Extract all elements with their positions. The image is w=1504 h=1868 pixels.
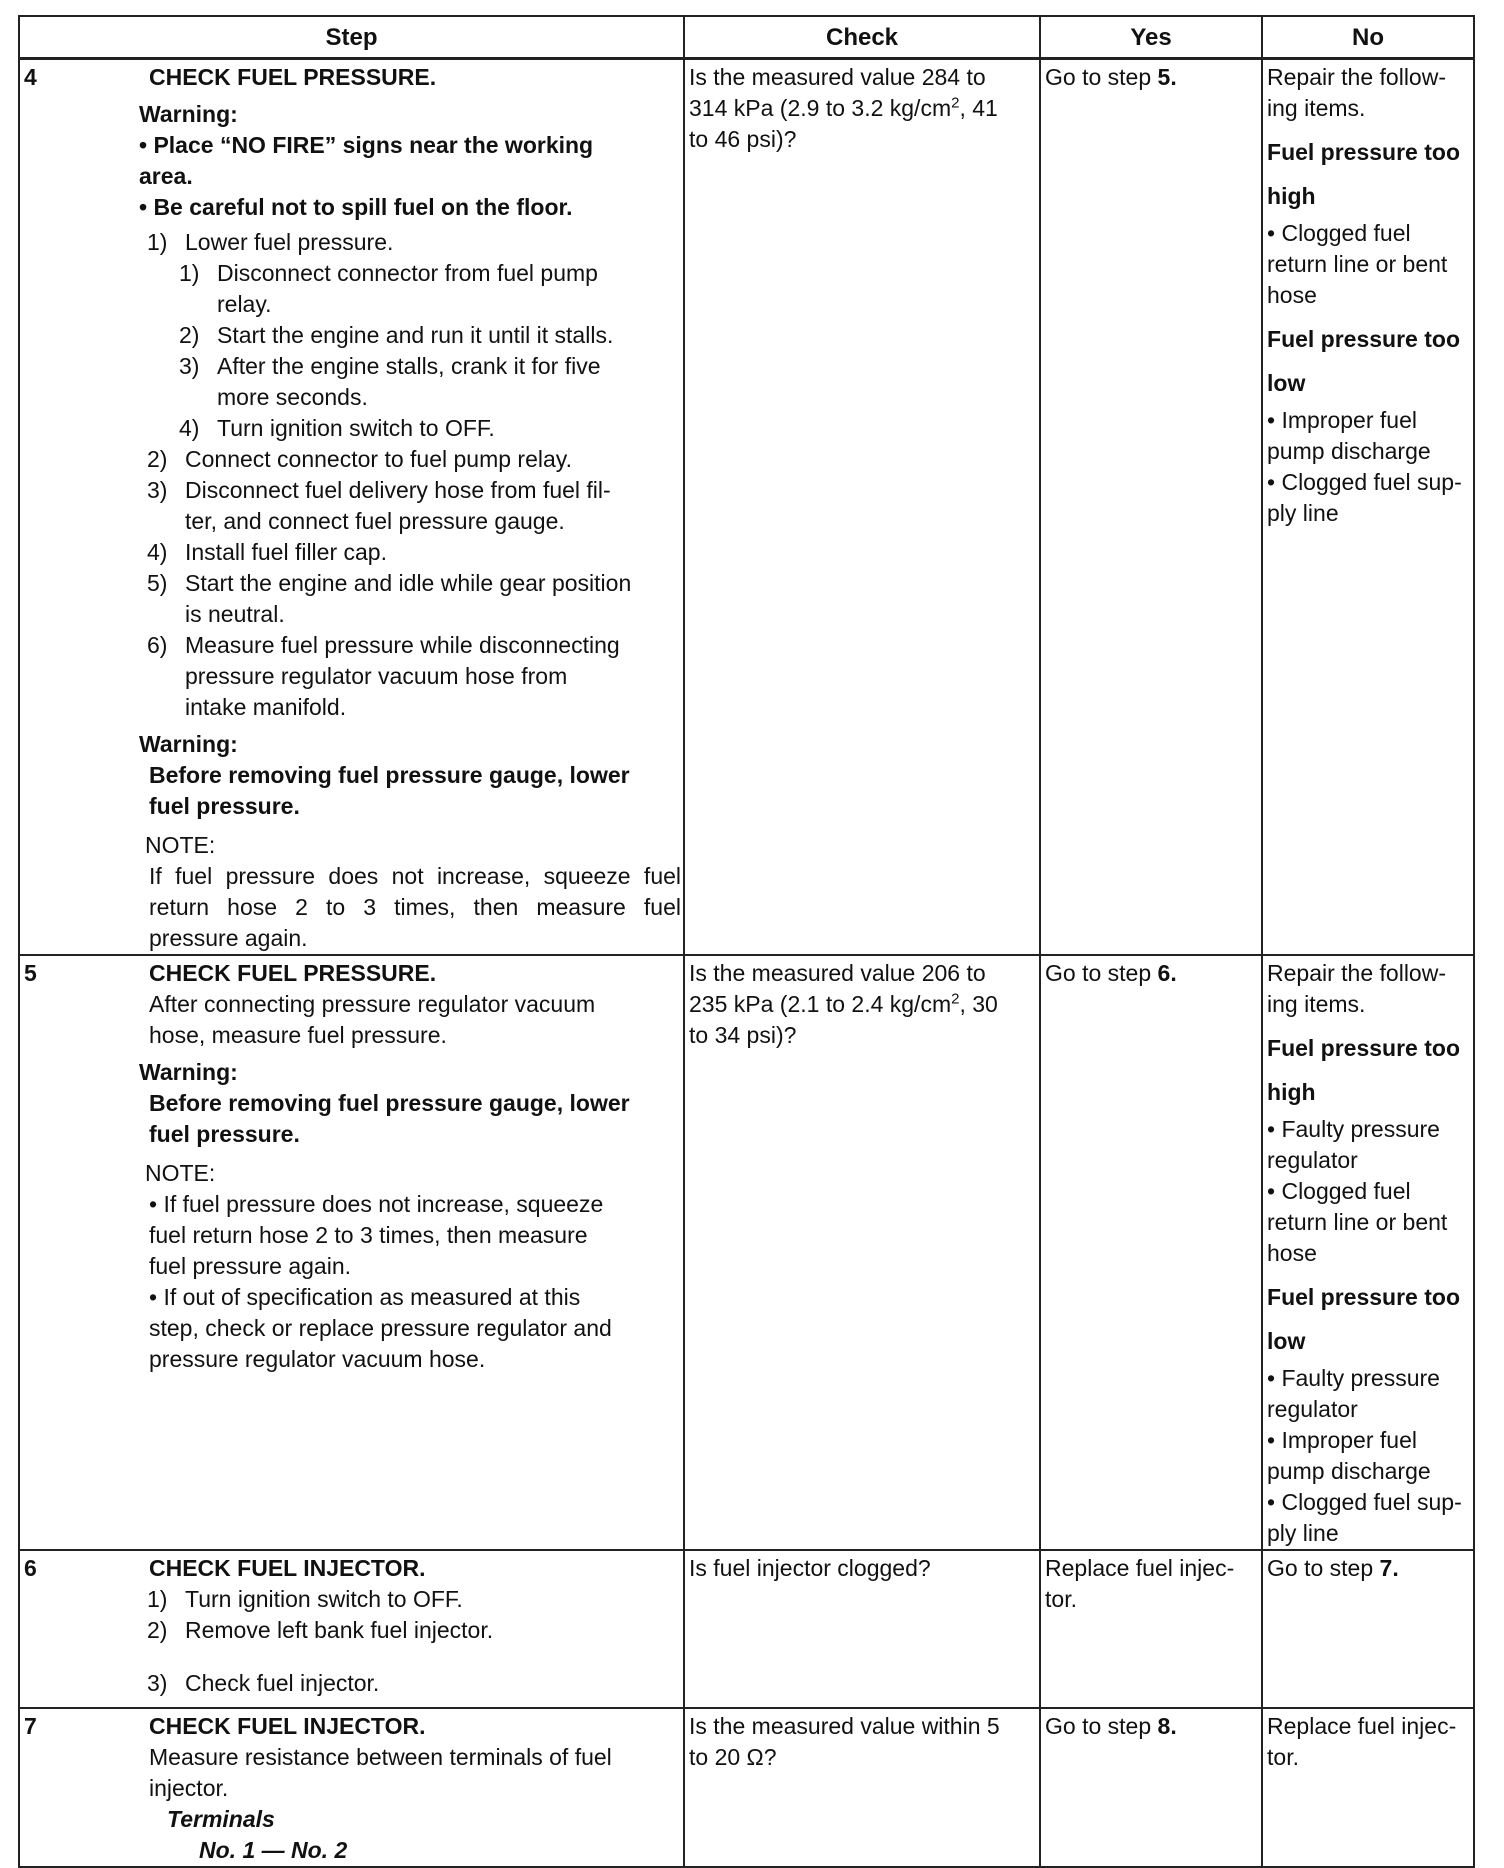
list-item-cont: ter, and connect fuel pressure gauge. (185, 508, 565, 534)
header-yes: Yes (1040, 16, 1262, 59)
no-heading: low (1267, 1328, 1306, 1354)
warning-text: fuel pressure. (149, 793, 300, 819)
header-check: Check (684, 16, 1040, 59)
table-row-step-7 (19, 1708, 1474, 1867)
header-no: No (1262, 16, 1474, 59)
no-heading: Fuel pressure too (1267, 1035, 1460, 1061)
step-number: 6 (24, 1555, 37, 1581)
no-text: Replace fuel injec- tor. (1267, 1713, 1457, 1770)
header-step: Step (19, 16, 684, 59)
warning-label: Warning: (139, 1059, 238, 1085)
no-text: Repair the follow- ing items. Fuel pressure too high • Faulty pressure regulator • Clogged fuel return line or bent hose Fuel pressure too low • Faulty pressure regulator • Improper fuel pump discharge • Clogged fuel sup- ply line (1263, 956, 1473, 1549)
warning-item: • Be careful not to spill fuel on the floor. (139, 194, 573, 220)
warning-text: Before removing fuel pressure gauge, lower (149, 1090, 630, 1116)
check-text: Is the measured value 206 to 235 kPa (2.1 to 2.4 $kg/cm^2$, 30 to 34 psi)? (689, 960, 998, 1048)
check-text: Is the measured value 284 to 314 kPa (2.9 to 3.2 $kg/cm^2$, 41 to 46 psi)? (689, 64, 998, 152)
sub-list-item: 4) Turn ignition switch to OFF. (179, 415, 495, 441)
yes-text: Go to step 8. (1045, 1713, 1177, 1739)
list-item-cont: intake manifold. (185, 694, 347, 720)
table-row-step-5 (19, 955, 1474, 1550)
step-7-body: CHECK FUEL INJECTOR. Measure resistance between terminals of fuel injector. Terminals No. 1 — No. 2 (139, 1709, 683, 1866)
yes-text: Replace fuel injec- tor. (1045, 1555, 1235, 1612)
note-label: NOTE: (145, 1160, 216, 1186)
no-heading: Fuel pressure too (1267, 1284, 1460, 1310)
step-6-body (139, 1551, 683, 1699)
sub-list-item-cont: relay. (217, 291, 272, 317)
warning-text: Before removing fuel pressure gauge, lower (149, 762, 630, 788)
sub-list-item: 1) Disconnect connector from fuel pump (179, 260, 598, 286)
warning-label: Warning: (139, 101, 238, 127)
step-4-body (139, 60, 683, 954)
table-row-step-4 (19, 59, 1474, 956)
step-title: CHECK FUEL PRESSURE. (149, 960, 437, 986)
terminals-value: No. 1 — No. 2 (199, 1837, 348, 1863)
no-heading: Fuel pressure too (1267, 326, 1460, 352)
step-number: 7 (24, 1713, 37, 1739)
sub-list-item: 3) After the engine stalls, crank it for five (179, 353, 601, 379)
no-heading: high (1267, 1079, 1316, 1105)
list-item: 6) Measure fuel pressure while disconnecting (147, 632, 620, 658)
list-item: 1) Turn ignition switch to OFF. (147, 1586, 463, 1612)
list-item: 2) Connect connector to fuel pump relay. (147, 446, 572, 472)
no-heading: high (1267, 183, 1316, 209)
step-number: 5 (24, 960, 37, 986)
warning-item: • Place “NO FIRE” signs near the working (139, 132, 594, 158)
step-title: CHECK FUEL PRESSURE. (149, 64, 437, 90)
list-item: 1) Lower fuel pressure. (147, 229, 394, 255)
sub-list-item: 2) Start the engine and run it until it stalls. (179, 322, 614, 348)
table-row-step-6 (19, 1550, 1474, 1708)
warning-item-cont: area. (139, 163, 193, 189)
step-5-body: CHECK FUEL PRESSURE. After connecting pressure regulator vacuum hose, measure fuel pressure. Warning: Before removing fuel pressure gauge, lower fuel pressure. NOTE: • If fuel pressure does not increase, squeeze fuel return hose 2 to 3 times, then measure fuel pressure again. • If out of specification as measured at this step, check or replace pressure regulator and pressure regulator vacuum hose. (139, 956, 683, 1375)
note-text: pressure again. (149, 925, 308, 951)
yes-text: Go to step 5. (1045, 64, 1177, 90)
yes-text: Go to step 6. (1045, 960, 1177, 986)
step-title: CHECK FUEL INJECTOR. (149, 1713, 426, 1739)
note-text: return hose 2 to 3 times, then measure fuel (149, 894, 682, 920)
list-item: 3) Check fuel injector. (147, 1670, 380, 1696)
diagnostic-table (18, 15, 1475, 1868)
list-item: 5) Start the engine and idle while gear position (147, 570, 632, 596)
terminals-label: Terminals (167, 1806, 275, 1832)
step-number: 4 (24, 64, 37, 90)
check-text: Is fuel injector clogged? (689, 1555, 931, 1581)
list-item-cont: pressure regulator vacuum hose from (185, 663, 568, 689)
no-heading: low (1267, 370, 1306, 396)
list-item-cont: is neutral. (185, 601, 285, 627)
no-text: Go to step 7. (1267, 1555, 1399, 1581)
note-text: If fuel pressure does not increase, squeeze fuel (149, 863, 682, 889)
warning-label: Warning: (139, 731, 238, 757)
list-item: 3) Disconnect fuel delivery hose from fuel fil- (147, 477, 611, 503)
step-title: CHECK FUEL INJECTOR. (149, 1555, 426, 1581)
list-item: 2) Remove left bank fuel injector. (147, 1617, 494, 1643)
note-label: NOTE: (145, 832, 216, 858)
sub-list-item-cont: more seconds. (217, 384, 368, 410)
no-text: Repair the follow- ing items. Fuel pressure too high • Clogged fuel return line or bent hose Fuel pressure too low • Improper fuel pump discharge • Clogged fuel sup- ply line (1263, 60, 1473, 529)
warning-text: fuel pressure. (149, 1121, 300, 1147)
list-item: 4) Install fuel filler cap. (147, 539, 387, 565)
no-heading: Fuel pressure too (1267, 139, 1460, 165)
table-header-row (19, 16, 1474, 59)
check-text: Is the measured value within 5 to 20 Ω? (689, 1713, 1000, 1770)
